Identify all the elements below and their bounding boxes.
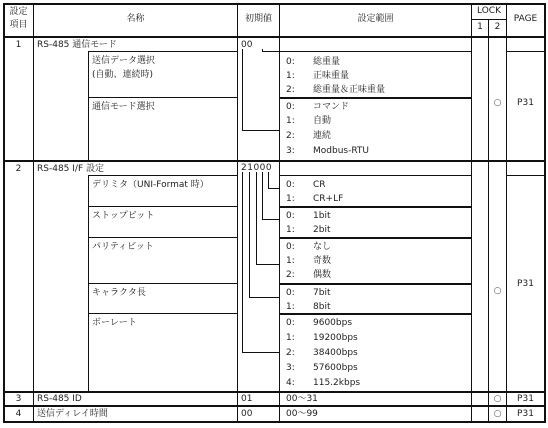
opt-code: 0: — [286, 180, 295, 190]
opt-label: 57600bps — [313, 363, 358, 373]
row2-sub3-name: パリティビット — [92, 242, 154, 252]
row1-initial: 00 — [241, 40, 253, 50]
row1-name: RS-485 通信モード — [37, 40, 117, 50]
row3-lock2-mark: ○ — [493, 394, 502, 404]
row2-name: RS-485 I/F 設定 — [37, 164, 104, 174]
opt-code: 1: — [286, 256, 295, 266]
opt-code: 1: — [286, 71, 295, 81]
row4-initial: 00 — [241, 409, 253, 419]
row4-name: 送信ディレイ時間 — [37, 409, 108, 419]
opt-code: 2: — [286, 270, 295, 280]
opt-label: CR+LF — [313, 194, 344, 204]
opt-label: CR — [313, 180, 326, 190]
header-name: 名称 — [126, 14, 145, 24]
row3-initial: 01 — [241, 394, 253, 404]
row3-page: P31 — [517, 394, 534, 404]
opt-label: 総重量 — [313, 57, 341, 67]
row4-no: 4 — [15, 409, 22, 419]
header-item-no-line1: 設定 — [9, 7, 28, 17]
opt-code: 0: — [286, 57, 295, 67]
opt-label: 38400bps — [313, 348, 358, 358]
header-page: PAGE — [513, 14, 538, 24]
opt-label: 総重量＆正味重量 — [313, 85, 386, 95]
opt-code: 4: — [286, 378, 295, 388]
opt-label: 連続 — [313, 131, 332, 141]
row2-lock2-mark: ○ — [493, 286, 502, 296]
row1-sub1-name-l2: (自動、連続時) — [92, 70, 154, 80]
opt-label: コマンド — [313, 102, 350, 112]
opt-label: 8bit — [313, 302, 331, 312]
row2-page: P31 — [517, 279, 534, 289]
row4-page: P31 — [517, 409, 534, 419]
opt-code: 1: — [286, 333, 295, 343]
opt-label: 自動 — [313, 116, 332, 126]
header-lock-1: 1 — [477, 22, 483, 32]
opt-code: 0: — [286, 102, 295, 112]
opt-code: 2: — [286, 131, 295, 141]
opt-label: Modbus-RTU — [313, 146, 370, 156]
opt-code: 1: — [286, 302, 295, 312]
opt-code: 0: — [286, 211, 295, 221]
row1-page: P31 — [517, 98, 534, 108]
opt-label: 115.2kbps — [313, 378, 361, 388]
opt-code: 1: — [286, 116, 295, 126]
row3-no: 3 — [15, 394, 22, 404]
opt-label: 偶数 — [313, 270, 332, 280]
row2-sub5-name: ボーレート — [92, 318, 137, 328]
header-lock: LOCK — [477, 6, 501, 16]
header-initial: 初期値 — [244, 14, 272, 24]
opt-code: 0: — [286, 242, 295, 252]
opt-label: 正味重量 — [313, 71, 350, 81]
opt-code: 1: — [286, 194, 295, 204]
opt-label: なし — [313, 242, 332, 252]
row2-sub4-name: キャラクタ長 — [92, 288, 146, 298]
row3-name: RS-485 ID — [37, 394, 82, 404]
row3-range: 00～31 — [286, 394, 318, 404]
header-item-no-line2: 項目 — [9, 20, 28, 30]
opt-code: 2: — [286, 348, 295, 358]
opt-code: 3: — [286, 363, 295, 373]
opt-label: 2bit — [313, 225, 331, 235]
opt-label: 9600bps — [313, 318, 353, 328]
opt-code: 2: — [286, 85, 295, 95]
opt-code: 1: — [286, 225, 295, 235]
row2-sub1-name: デリミタ（UNI-Format 時） — [92, 180, 209, 190]
row4-lock2-mark: ○ — [493, 409, 502, 419]
row1-lock2-mark: ○ — [493, 98, 502, 108]
row1-no: 1 — [15, 40, 22, 50]
row4-range: 00～99 — [286, 409, 318, 419]
opt-label: 19200bps — [313, 333, 358, 343]
row2-sub2-name: ストップビット — [92, 211, 155, 221]
opt-code: 0: — [286, 288, 295, 298]
opt-code: 0: — [286, 318, 295, 328]
header-range: 設定範囲 — [357, 14, 394, 24]
header-lock-2: 2 — [494, 22, 501, 32]
row2-initial: 21000 — [241, 163, 273, 173]
opt-label: 1bit — [313, 211, 331, 221]
opt-code: 3: — [286, 146, 295, 156]
row2-no: 2 — [15, 164, 22, 174]
row1-sub1-name-l1: 送信データ選択 — [92, 56, 156, 66]
row1-sub2-name: 通信モード選択 — [92, 102, 155, 112]
opt-label: 奇数 — [313, 256, 332, 266]
opt-label: 7bit — [313, 288, 331, 298]
